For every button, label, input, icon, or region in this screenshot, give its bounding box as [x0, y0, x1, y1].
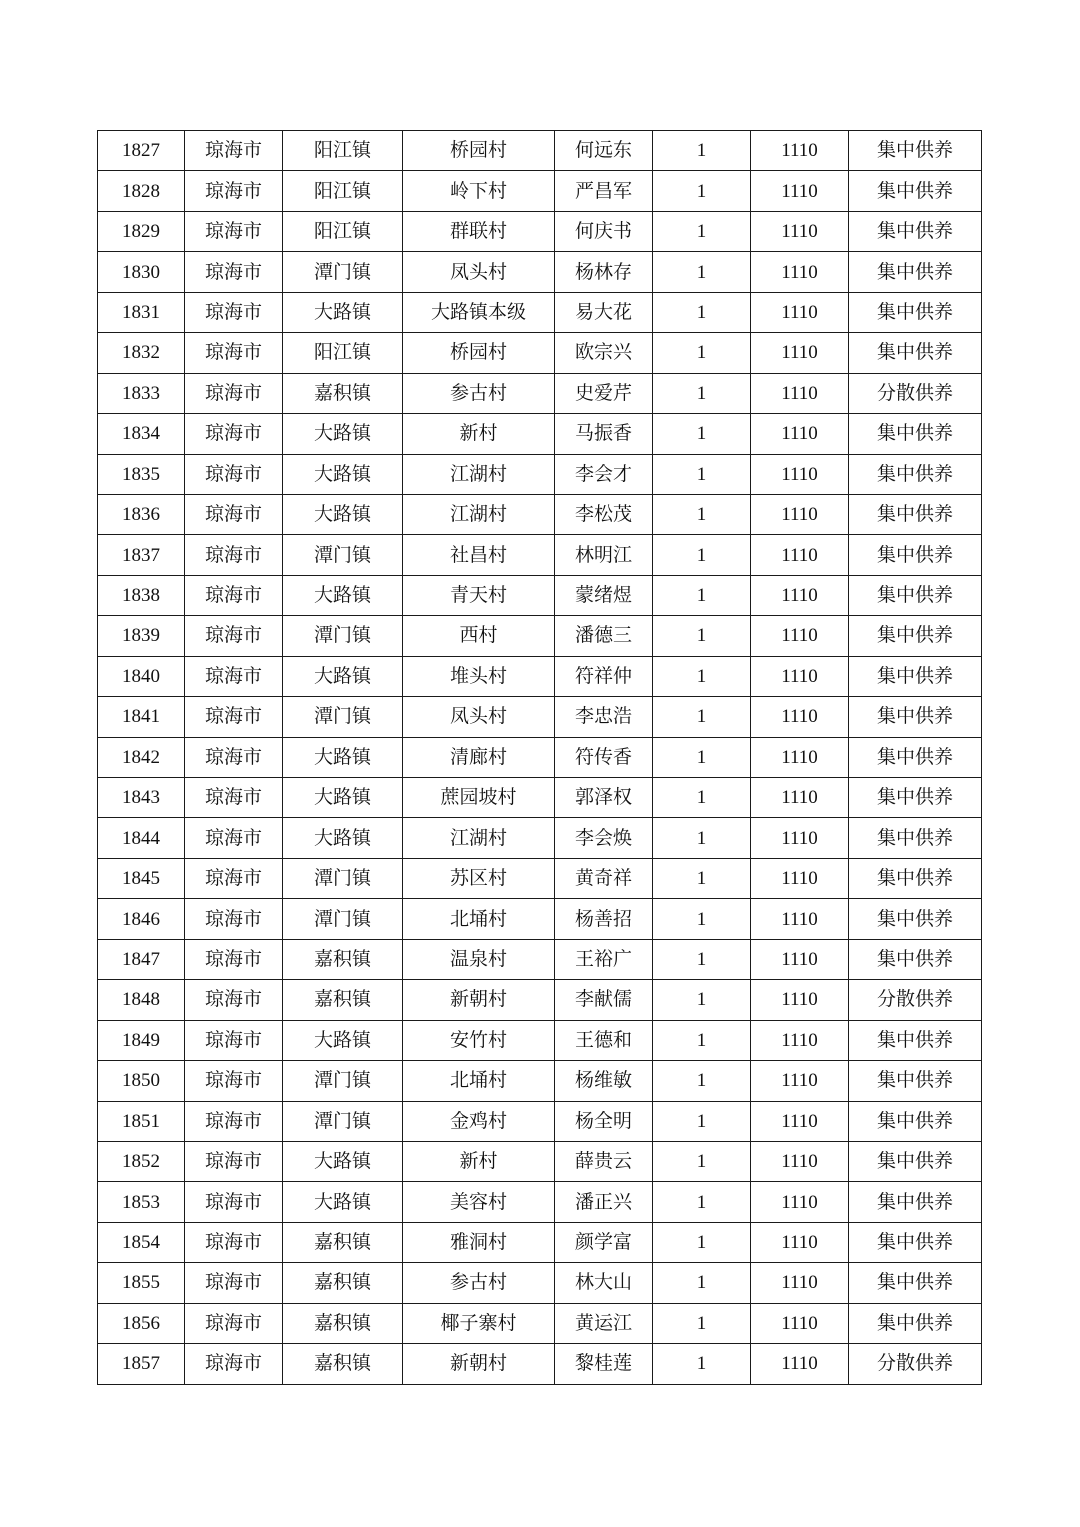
table-row [98, 211, 982, 251]
cell-amount: 1110 [751, 494, 849, 534]
cell-town: 嘉积镇 [283, 939, 403, 979]
cell-city: 琼海市 [185, 737, 283, 777]
cell-village: 苏区村 [403, 858, 555, 898]
cell-town: 阳江镇 [283, 211, 403, 251]
cell-amount: 1110 [751, 939, 849, 979]
cell-count: 1 [653, 1222, 751, 1262]
cell-row-number: 1854 [98, 1222, 185, 1262]
cell-row-number: 1849 [98, 1020, 185, 1060]
cell-count: 1 [653, 252, 751, 292]
cell-town: 大路镇 [283, 292, 403, 332]
cell-support-type: 集中供养 [849, 1141, 982, 1181]
cell-village: 青天村 [403, 575, 555, 615]
cell-amount: 1110 [751, 1222, 849, 1262]
cell-person-name: 杨善招 [555, 899, 653, 939]
support-roster-table [97, 130, 982, 1385]
cell-village: 江湖村 [403, 454, 555, 494]
cell-support-type: 集中供养 [849, 737, 982, 777]
cell-person-name: 易大花 [555, 292, 653, 332]
cell-amount: 1110 [751, 171, 849, 211]
cell-city: 琼海市 [185, 252, 283, 292]
cell-person-name: 符祥仲 [555, 656, 653, 696]
cell-count: 1 [653, 858, 751, 898]
cell-person-name: 林明江 [555, 535, 653, 575]
cell-support-type: 集中供养 [849, 333, 982, 373]
table-row [98, 778, 982, 818]
cell-support-type: 集中供养 [849, 656, 982, 696]
cell-town: 潭门镇 [283, 899, 403, 939]
cell-city: 琼海市 [185, 535, 283, 575]
cell-amount: 1110 [751, 697, 849, 737]
table-body [98, 131, 982, 1385]
cell-town: 嘉积镇 [283, 1222, 403, 1262]
cell-count: 1 [653, 818, 751, 858]
cell-row-number: 1842 [98, 737, 185, 777]
cell-town: 大路镇 [283, 656, 403, 696]
cell-count: 1 [653, 899, 751, 939]
cell-town: 阳江镇 [283, 131, 403, 171]
cell-person-name: 杨林存 [555, 252, 653, 292]
table-row [98, 1222, 982, 1262]
cell-town: 嘉积镇 [283, 1303, 403, 1343]
cell-support-type: 集中供养 [849, 899, 982, 939]
cell-row-number: 1855 [98, 1263, 185, 1303]
cell-amount: 1110 [751, 535, 849, 575]
cell-town: 潭门镇 [283, 616, 403, 656]
cell-person-name: 李会焕 [555, 818, 653, 858]
cell-city: 琼海市 [185, 131, 283, 171]
cell-person-name: 蒙绪煜 [555, 575, 653, 615]
cell-person-name: 欧宗兴 [555, 333, 653, 373]
cell-city: 琼海市 [185, 858, 283, 898]
cell-city: 琼海市 [185, 414, 283, 454]
cell-count: 1 [653, 131, 751, 171]
cell-amount: 1110 [751, 1182, 849, 1222]
cell-city: 琼海市 [185, 333, 283, 373]
cell-town: 嘉积镇 [283, 1344, 403, 1384]
cell-row-number: 1845 [98, 858, 185, 898]
cell-amount: 1110 [751, 575, 849, 615]
cell-city: 琼海市 [185, 292, 283, 332]
cell-support-type: 集中供养 [849, 414, 982, 454]
cell-town: 大路镇 [283, 778, 403, 818]
cell-village: 江湖村 [403, 818, 555, 858]
cell-town: 阳江镇 [283, 171, 403, 211]
cell-row-number: 1836 [98, 494, 185, 534]
cell-count: 1 [653, 1182, 751, 1222]
table-row [98, 1141, 982, 1181]
cell-village: 雅洞村 [403, 1222, 555, 1262]
table-row [98, 616, 982, 656]
cell-amount: 1110 [751, 656, 849, 696]
cell-support-type: 集中供养 [849, 778, 982, 818]
cell-village: 新朝村 [403, 1344, 555, 1384]
cell-row-number: 1833 [98, 373, 185, 413]
table-row [98, 1020, 982, 1060]
cell-support-type: 集中供养 [849, 252, 982, 292]
cell-row-number: 1832 [98, 333, 185, 373]
cell-count: 1 [653, 333, 751, 373]
cell-row-number: 1848 [98, 980, 185, 1020]
cell-amount: 1110 [751, 980, 849, 1020]
cell-town: 潭门镇 [283, 1061, 403, 1101]
cell-town: 嘉积镇 [283, 1263, 403, 1303]
cell-city: 琼海市 [185, 1182, 283, 1222]
cell-town: 潭门镇 [283, 858, 403, 898]
cell-count: 1 [653, 494, 751, 534]
cell-person-name: 李忠浩 [555, 697, 653, 737]
cell-village: 大路镇本级 [403, 292, 555, 332]
cell-city: 琼海市 [185, 1061, 283, 1101]
cell-count: 1 [653, 575, 751, 615]
cell-row-number: 1847 [98, 939, 185, 979]
cell-town: 潭门镇 [283, 697, 403, 737]
cell-row-number: 1853 [98, 1182, 185, 1222]
cell-support-type: 集中供养 [849, 818, 982, 858]
cell-support-type: 集中供养 [849, 454, 982, 494]
cell-row-number: 1857 [98, 1344, 185, 1384]
cell-city: 琼海市 [185, 494, 283, 534]
cell-city: 琼海市 [185, 818, 283, 858]
cell-person-name: 杨维敏 [555, 1061, 653, 1101]
cell-person-name: 潘正兴 [555, 1182, 653, 1222]
cell-city: 琼海市 [185, 939, 283, 979]
cell-row-number: 1851 [98, 1101, 185, 1141]
cell-village: 凤头村 [403, 697, 555, 737]
cell-amount: 1110 [751, 1303, 849, 1343]
cell-support-type: 集中供养 [849, 697, 982, 737]
cell-person-name: 何庆书 [555, 211, 653, 251]
cell-support-type: 集中供养 [849, 616, 982, 656]
cell-count: 1 [653, 373, 751, 413]
cell-row-number: 1846 [98, 899, 185, 939]
cell-city: 琼海市 [185, 454, 283, 494]
cell-person-name: 王裕广 [555, 939, 653, 979]
table-row [98, 858, 982, 898]
cell-amount: 1110 [751, 373, 849, 413]
cell-person-name: 林大山 [555, 1263, 653, 1303]
cell-count: 1 [653, 737, 751, 777]
cell-village: 新村 [403, 414, 555, 454]
cell-amount: 1110 [751, 333, 849, 373]
cell-amount: 1110 [751, 252, 849, 292]
cell-amount: 1110 [751, 131, 849, 171]
cell-amount: 1110 [751, 818, 849, 858]
cell-row-number: 1840 [98, 656, 185, 696]
cell-row-number: 1834 [98, 414, 185, 454]
cell-village: 参古村 [403, 1263, 555, 1303]
cell-row-number: 1839 [98, 616, 185, 656]
cell-village: 桥园村 [403, 333, 555, 373]
cell-person-name: 王德和 [555, 1020, 653, 1060]
cell-amount: 1110 [751, 1061, 849, 1101]
cell-support-type: 集中供养 [849, 1020, 982, 1060]
cell-person-name: 郭泽权 [555, 778, 653, 818]
cell-town: 大路镇 [283, 737, 403, 777]
cell-amount: 1110 [751, 292, 849, 332]
cell-row-number: 1831 [98, 292, 185, 332]
table-row [98, 939, 982, 979]
cell-amount: 1110 [751, 211, 849, 251]
cell-row-number: 1852 [98, 1141, 185, 1181]
cell-person-name: 黄运江 [555, 1303, 653, 1343]
table-row [98, 1182, 982, 1222]
table-row [98, 333, 982, 373]
cell-city: 琼海市 [185, 1263, 283, 1303]
cell-support-type: 集中供养 [849, 131, 982, 171]
cell-amount: 1110 [751, 1141, 849, 1181]
cell-support-type: 集中供养 [849, 1303, 982, 1343]
cell-city: 琼海市 [185, 980, 283, 1020]
cell-person-name: 李松茂 [555, 494, 653, 534]
cell-person-name: 史爱芹 [555, 373, 653, 413]
cell-person-name: 李献儒 [555, 980, 653, 1020]
cell-row-number: 1838 [98, 575, 185, 615]
cell-city: 琼海市 [185, 373, 283, 413]
cell-count: 1 [653, 211, 751, 251]
cell-town: 阳江镇 [283, 333, 403, 373]
cell-amount: 1110 [751, 1101, 849, 1141]
cell-city: 琼海市 [185, 778, 283, 818]
cell-town: 大路镇 [283, 494, 403, 534]
cell-city: 琼海市 [185, 656, 283, 696]
table-row [98, 373, 982, 413]
cell-row-number: 1827 [98, 131, 185, 171]
cell-village: 北埇村 [403, 899, 555, 939]
cell-village: 参古村 [403, 373, 555, 413]
cell-count: 1 [653, 535, 751, 575]
cell-amount: 1110 [751, 737, 849, 777]
cell-person-name: 潘德三 [555, 616, 653, 656]
cell-support-type: 集中供养 [849, 939, 982, 979]
cell-city: 琼海市 [185, 211, 283, 251]
cell-row-number: 1837 [98, 535, 185, 575]
cell-row-number: 1830 [98, 252, 185, 292]
cell-support-type: 分散供养 [849, 1344, 982, 1384]
table-row [98, 1101, 982, 1141]
cell-person-name: 李会才 [555, 454, 653, 494]
cell-row-number: 1829 [98, 211, 185, 251]
cell-support-type: 集中供养 [849, 1263, 982, 1303]
cell-row-number: 1850 [98, 1061, 185, 1101]
cell-city: 琼海市 [185, 1344, 283, 1384]
cell-support-type: 集中供养 [849, 1182, 982, 1222]
cell-amount: 1110 [751, 454, 849, 494]
cell-count: 1 [653, 292, 751, 332]
cell-town: 大路镇 [283, 414, 403, 454]
cell-support-type: 集中供养 [849, 292, 982, 332]
cell-row-number: 1835 [98, 454, 185, 494]
cell-count: 1 [653, 616, 751, 656]
cell-village: 新朝村 [403, 980, 555, 1020]
cell-support-type: 集中供养 [849, 171, 982, 211]
cell-village: 岭下村 [403, 171, 555, 211]
cell-town: 潭门镇 [283, 1101, 403, 1141]
cell-count: 1 [653, 1303, 751, 1343]
cell-city: 琼海市 [185, 1141, 283, 1181]
cell-count: 1 [653, 939, 751, 979]
cell-count: 1 [653, 1344, 751, 1384]
cell-count: 1 [653, 980, 751, 1020]
cell-city: 琼海市 [185, 1101, 283, 1141]
cell-amount: 1110 [751, 778, 849, 818]
cell-support-type: 集中供养 [849, 858, 982, 898]
cell-village: 温泉村 [403, 939, 555, 979]
table-row [98, 535, 982, 575]
cell-count: 1 [653, 697, 751, 737]
cell-count: 1 [653, 1061, 751, 1101]
cell-village: 堆头村 [403, 656, 555, 696]
table-row [98, 1303, 982, 1343]
cell-support-type: 集中供养 [849, 1222, 982, 1262]
cell-support-type: 集中供养 [849, 1101, 982, 1141]
cell-count: 1 [653, 171, 751, 211]
table-row [98, 414, 982, 454]
cell-town: 大路镇 [283, 818, 403, 858]
table-row [98, 1061, 982, 1101]
cell-city: 琼海市 [185, 697, 283, 737]
cell-city: 琼海市 [185, 1303, 283, 1343]
cell-amount: 1110 [751, 1263, 849, 1303]
cell-town: 潭门镇 [283, 252, 403, 292]
cell-person-name: 马振香 [555, 414, 653, 454]
cell-town: 大路镇 [283, 1182, 403, 1222]
cell-count: 1 [653, 656, 751, 696]
cell-count: 1 [653, 1263, 751, 1303]
cell-town: 嘉积镇 [283, 980, 403, 1020]
cell-city: 琼海市 [185, 899, 283, 939]
cell-row-number: 1828 [98, 171, 185, 211]
cell-person-name: 黄奇祥 [555, 858, 653, 898]
cell-town: 大路镇 [283, 1141, 403, 1181]
cell-city: 琼海市 [185, 1020, 283, 1060]
cell-count: 1 [653, 454, 751, 494]
table-row [98, 1344, 982, 1384]
cell-amount: 1110 [751, 1344, 849, 1384]
cell-amount: 1110 [751, 858, 849, 898]
cell-row-number: 1856 [98, 1303, 185, 1343]
table-row [98, 575, 982, 615]
cell-town: 潭门镇 [283, 535, 403, 575]
cell-support-type: 分散供养 [849, 980, 982, 1020]
cell-person-name: 符传香 [555, 737, 653, 777]
table-row [98, 899, 982, 939]
cell-amount: 1110 [751, 414, 849, 454]
cell-village: 江湖村 [403, 494, 555, 534]
cell-count: 1 [653, 778, 751, 818]
table-row [98, 818, 982, 858]
table-row [98, 454, 982, 494]
cell-count: 1 [653, 414, 751, 454]
cell-village: 蔗园坡村 [403, 778, 555, 818]
cell-village: 凤头村 [403, 252, 555, 292]
table-row [98, 131, 982, 171]
cell-support-type: 集中供养 [849, 211, 982, 251]
cell-row-number: 1843 [98, 778, 185, 818]
cell-person-name: 黎桂莲 [555, 1344, 653, 1384]
cell-city: 琼海市 [185, 575, 283, 615]
table-row [98, 494, 982, 534]
cell-village: 椰子寨村 [403, 1303, 555, 1343]
table-row [98, 980, 982, 1020]
cell-count: 1 [653, 1141, 751, 1181]
table-row [98, 252, 982, 292]
cell-row-number: 1841 [98, 697, 185, 737]
cell-person-name: 杨全明 [555, 1101, 653, 1141]
cell-support-type: 集中供养 [849, 575, 982, 615]
cell-city: 琼海市 [185, 1222, 283, 1262]
cell-person-name: 颜学富 [555, 1222, 653, 1262]
cell-support-type: 集中供养 [849, 494, 982, 534]
cell-village: 社昌村 [403, 535, 555, 575]
table-row [98, 697, 982, 737]
cell-person-name: 何远东 [555, 131, 653, 171]
table-row [98, 656, 982, 696]
cell-village: 北埇村 [403, 1061, 555, 1101]
cell-city: 琼海市 [185, 171, 283, 211]
cell-city: 琼海市 [185, 616, 283, 656]
cell-village: 美容村 [403, 1182, 555, 1222]
table-row [98, 292, 982, 332]
cell-village: 金鸡村 [403, 1101, 555, 1141]
table-row [98, 737, 982, 777]
cell-village: 桥园村 [403, 131, 555, 171]
cell-village: 群联村 [403, 211, 555, 251]
cell-village: 安竹村 [403, 1020, 555, 1060]
table-row [98, 171, 982, 211]
cell-town: 大路镇 [283, 454, 403, 494]
cell-row-number: 1844 [98, 818, 185, 858]
cell-support-type: 集中供养 [849, 535, 982, 575]
cell-village: 清廊村 [403, 737, 555, 777]
cell-support-type: 集中供养 [849, 1061, 982, 1101]
cell-amount: 1110 [751, 616, 849, 656]
cell-village: 新村 [403, 1141, 555, 1181]
table-row [98, 1263, 982, 1303]
cell-person-name: 严昌军 [555, 171, 653, 211]
cell-town: 大路镇 [283, 575, 403, 615]
cell-person-name: 薛贵云 [555, 1141, 653, 1181]
cell-amount: 1110 [751, 899, 849, 939]
cell-count: 1 [653, 1020, 751, 1060]
cell-count: 1 [653, 1101, 751, 1141]
cell-village: 西村 [403, 616, 555, 656]
cell-town: 大路镇 [283, 1020, 403, 1060]
cell-town: 嘉积镇 [283, 373, 403, 413]
cell-support-type: 分散供养 [849, 373, 982, 413]
cell-amount: 1110 [751, 1020, 849, 1060]
